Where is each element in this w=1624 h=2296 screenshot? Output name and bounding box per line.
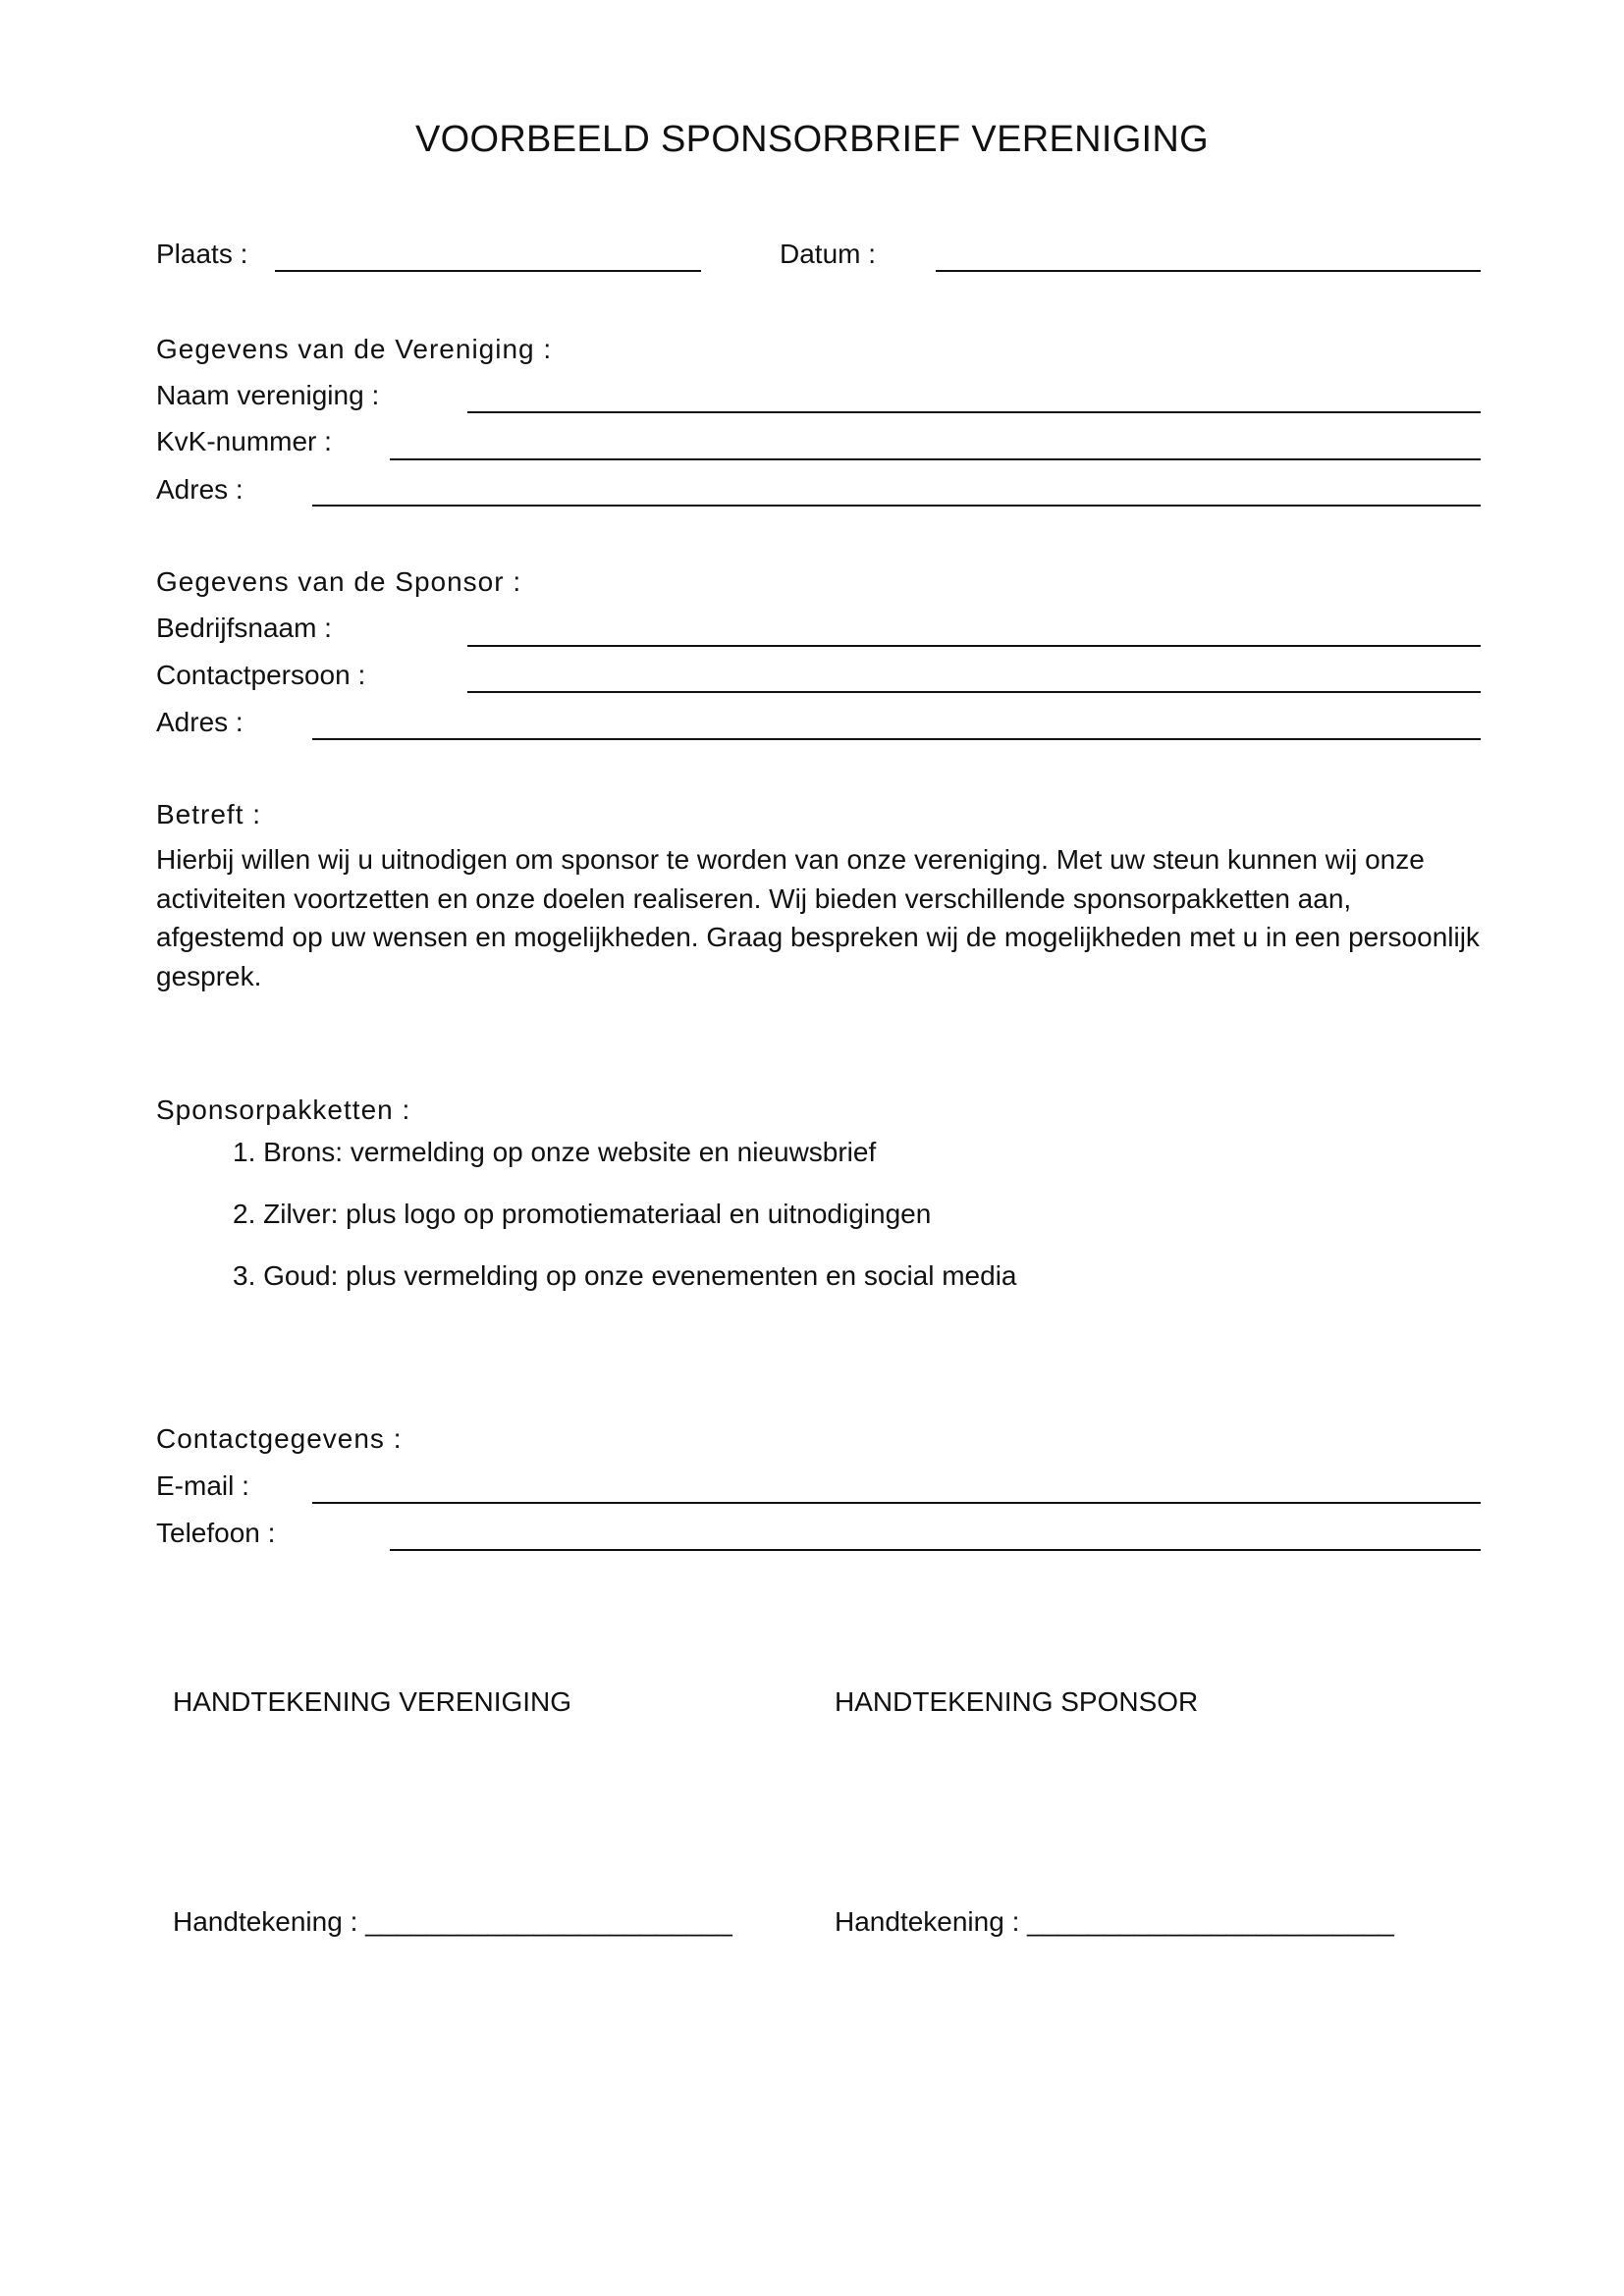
pakket-brons: 1. Brons: vermelding op onze website en nieuwsbrief <box>233 1137 877 1167</box>
plaats-field-line[interactable] <box>275 270 701 272</box>
email-label: E-mail : <box>156 1470 249 1501</box>
bedrijfsnaam-label: Bedrijfsnaam : <box>156 613 332 643</box>
naam-vereniging-field-line[interactable] <box>467 411 1481 413</box>
email-field-line[interactable] <box>312 1502 1481 1504</box>
handtekening-vereniging-line[interactable]: Handtekening : ________________________ <box>173 1906 732 1937</box>
telefoon-field-line[interactable] <box>390 1549 1481 1551</box>
plaats-label: Plaats : <box>156 239 248 269</box>
sponsor-heading: Gegevens van de Sponsor : <box>156 566 522 597</box>
sponsorpakketten-list <box>233 1135 1017 1320</box>
kvk-nummer-label: KvK-nummer : <box>156 426 332 456</box>
telefoon-label: Telefoon : <box>156 1518 276 1548</box>
betreft-heading: Betreft : <box>156 799 262 829</box>
vereniging-heading: Gegevens van de Vereniging : <box>156 334 553 364</box>
contactpersoon-label: Contactpersoon : <box>156 660 366 690</box>
document-title: VOORBEELD SPONSORBRIEF VERENIGING <box>414 119 1210 160</box>
datum-label: Datum : <box>780 239 877 269</box>
vereniging-adres-label: Adres : <box>156 474 244 505</box>
contactgegevens-heading: Contactgegevens : <box>156 1423 403 1454</box>
sponsor-adres-label: Adres : <box>156 707 244 737</box>
handtekening-sponsor-heading: HANDTEKENING SPONSOR <box>835 1686 1199 1717</box>
pakket-goud: 3. Goud: plus vermelding op onze evenementen en social media <box>233 1260 1017 1291</box>
bedrijfsnaam-field-line[interactable] <box>467 645 1481 647</box>
kvk-nummer-field-line[interactable] <box>390 458 1481 460</box>
handtekening-vereniging-heading: HANDTEKENING VERENIGING <box>173 1686 572 1717</box>
pakket-zilver: 2. Zilver: plus logo op promotiemateriaal en uitnodigingen <box>233 1199 932 1229</box>
handtekening-sponsor-line[interactable]: Handtekening : ________________________ <box>835 1906 1394 1937</box>
betreft-body: Hierbij willen wij u uitnodigen om sponsor te worden van onze vereniging. Met uw steun kunnen wij onze activiteiten voortzetten en onze doelen realiseren. Wij bieden verschillende sponsorpakketten aan, afgestemd op uw wensen en mogelijkheden. Graag bespreken wij de mogelijkheden met u in een persoonlijk gesprek. <box>156 844 1480 991</box>
naam-vereniging-label: Naam vereniging : <box>156 380 380 410</box>
datum-field-line[interactable] <box>936 270 1481 272</box>
contactpersoon-field-line[interactable] <box>467 691 1481 693</box>
sponsorpakketten-heading: Sponsorpakketten : <box>156 1095 411 1125</box>
vereniging-adres-field-line[interactable] <box>312 505 1481 507</box>
sponsor-adres-field-line[interactable] <box>312 738 1481 740</box>
